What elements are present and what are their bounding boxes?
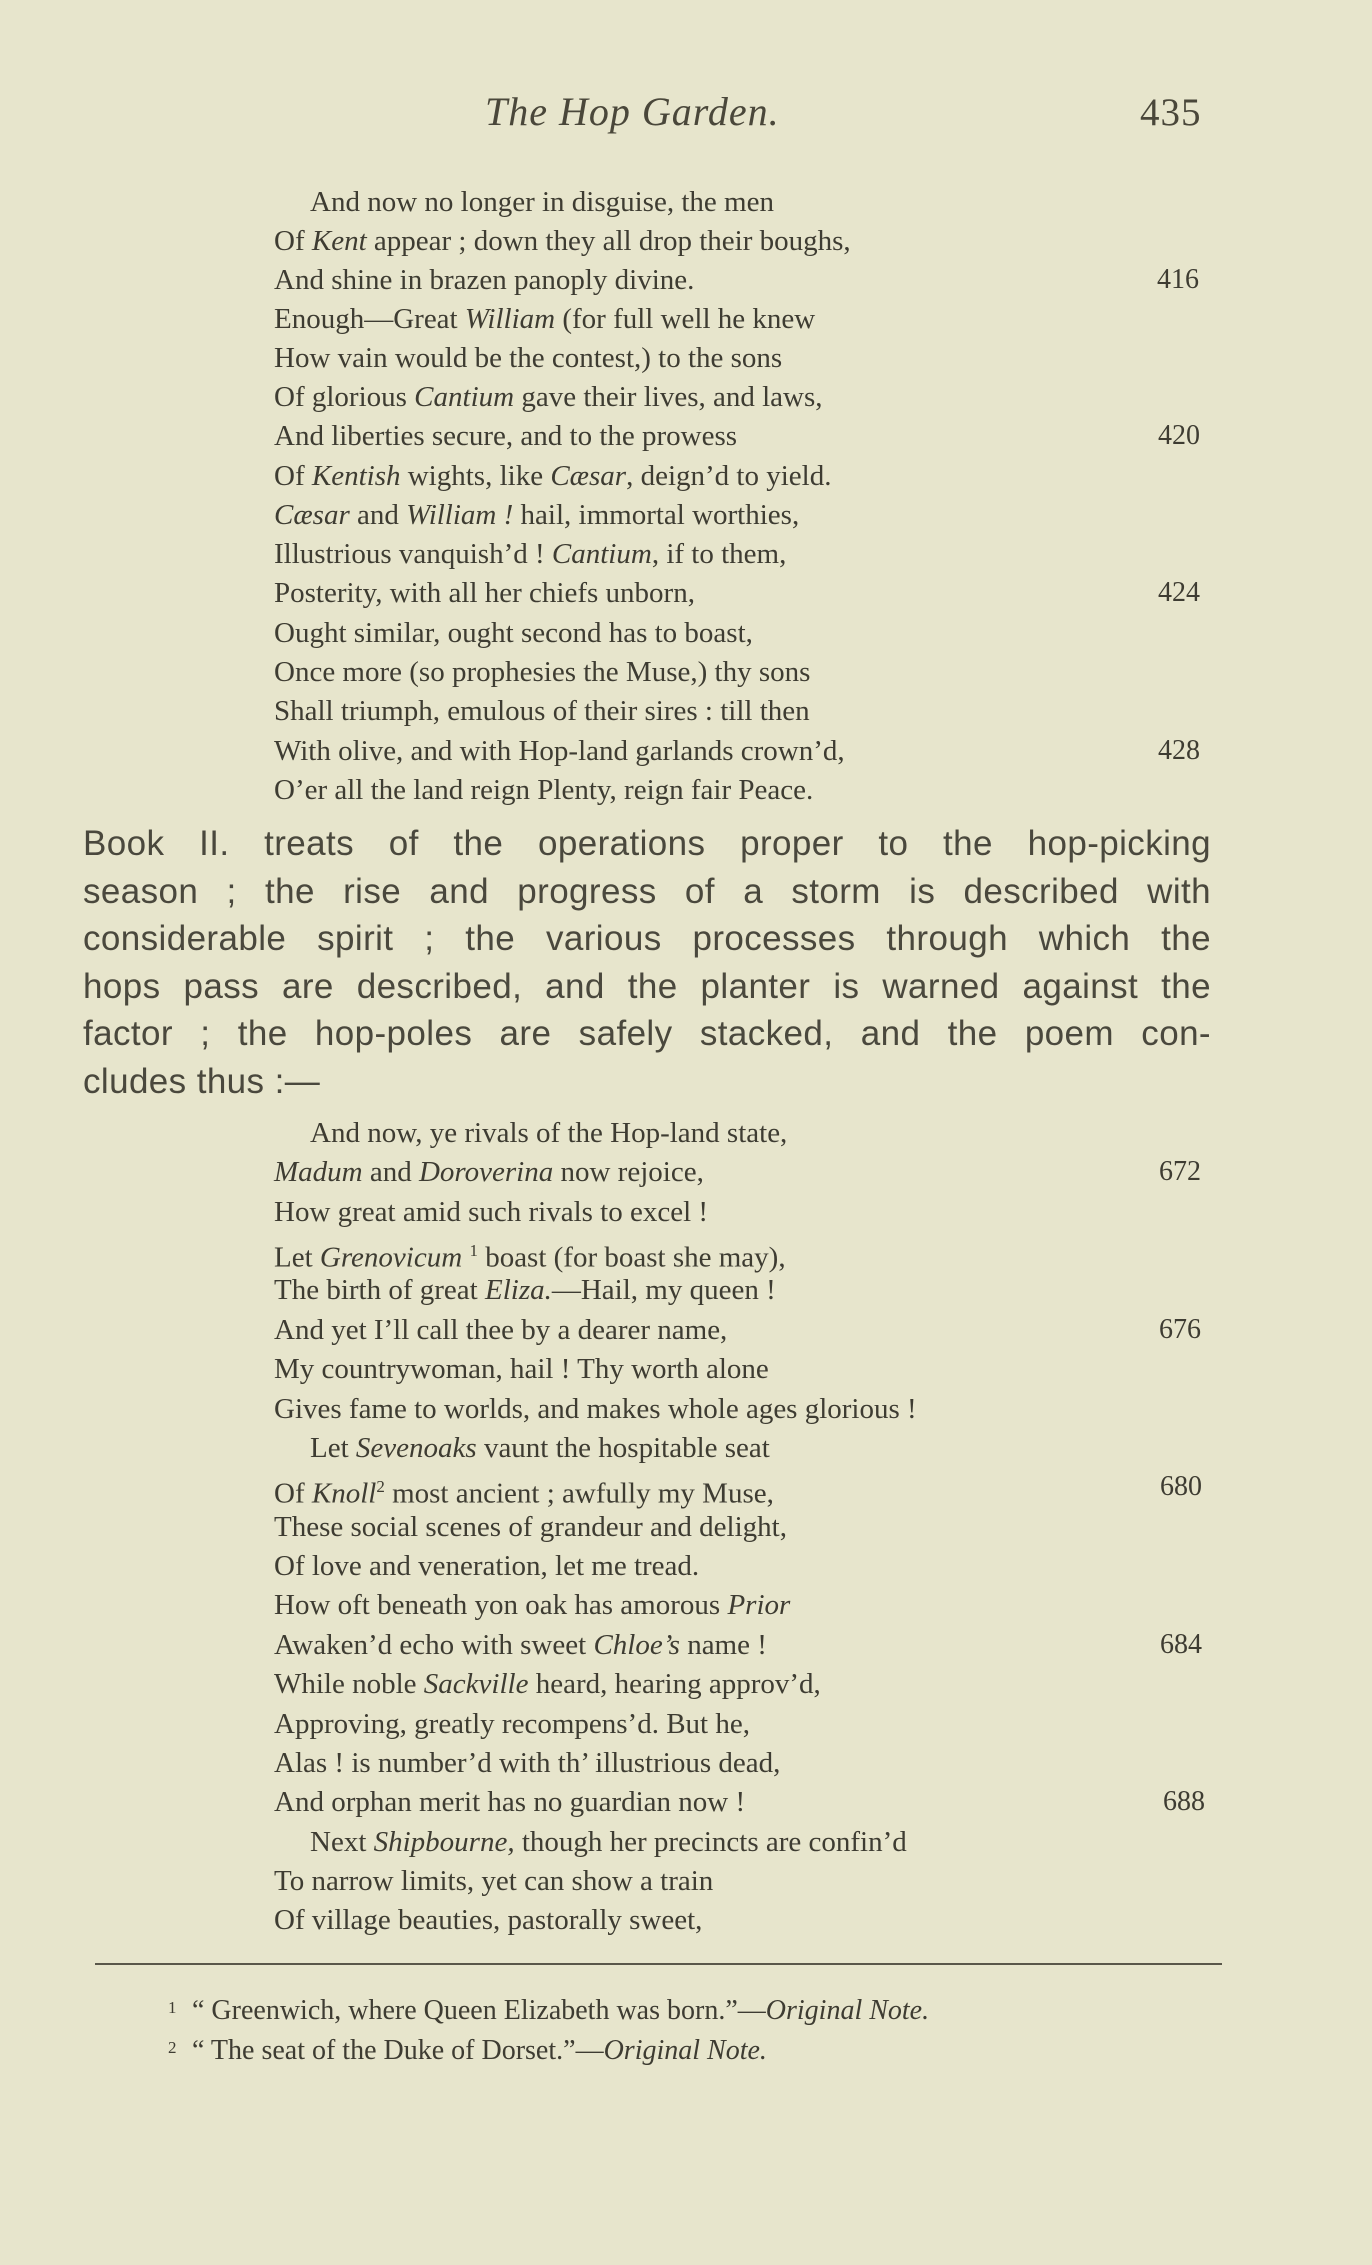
verse-line: Of Kent appear ; down they all drop their boughs,: [274, 225, 851, 257]
verse-line: And liberties secure, and to the prowess: [274, 420, 738, 452]
prose-line: factor ; the hop-poles are safely stacked, and the poem con-: [83, 1014, 1211, 1053]
page-header: [0, 88, 1372, 138]
line-number: 676: [1159, 1314, 1201, 1345]
line-number: 428: [1158, 735, 1200, 766]
page-number: 435: [1140, 91, 1202, 134]
footnote-marker: 2: [168, 2038, 177, 2057]
verse-line: And now, ye rivals of the Hop-land state,: [310, 1117, 788, 1149]
verse-line: Alas ! is number’d with th’ illustrious dead,: [274, 1747, 781, 1779]
footnote-1: “ Greenwich, where Queen Elizabeth was born.”—Original Note.: [192, 1995, 930, 2026]
verse-line: Gives fame to worlds, and makes whole ages glorious !: [274, 1393, 917, 1425]
verse-line: And orphan merit has no guardian now !: [274, 1786, 746, 1818]
verse-line: The birth of great Eliza.—Hail, my queen !: [274, 1274, 776, 1306]
verse-line: With olive, and with Hop-land garlands crown’d,: [274, 735, 845, 767]
verse-line: Enough—Great William (for full well he knew: [274, 303, 816, 335]
verse-line: Illustrious vanquish’d ! Cantium, if to them,: [274, 538, 787, 570]
footnote-divider: [95, 1963, 1222, 1965]
verse-line: How great amid such rivals to excel !: [274, 1196, 709, 1228]
prose-line: Book II. treats of the operations proper to the hop-picking: [83, 824, 1211, 863]
verse-line: And shine in brazen panoply divine.: [274, 264, 695, 296]
verse-line: And now no longer in disguise, the men: [310, 186, 774, 218]
line-number: 424: [1158, 577, 1200, 608]
verse-line: O’er all the land reign Plenty, reign fair Peace.: [274, 774, 814, 806]
prose-line: considerable spirit ; the various processes through which the: [83, 919, 1211, 958]
running-title: The Hop Garden.: [485, 89, 780, 134]
prose-line: season ; the rise and progress of a storm is described with: [83, 871, 1211, 911]
verse-line: How oft beneath yon oak has amorous Prior: [274, 1589, 791, 1621]
verse-line: Let Sevenoaks vaunt the hospitable seat: [310, 1432, 770, 1464]
verse-line: Awaken’d echo with sweet Chloe’s name !: [274, 1629, 767, 1661]
verse-line: Approving, greatly recompens’d. But he,: [274, 1708, 750, 1740]
verse-line: Once more (so prophesies the Muse,) thy sons: [274, 656, 811, 688]
verse-line: Cæsar and William ! hail, immortal worthies,: [274, 499, 800, 531]
prose-line: cludes thus :—: [83, 1061, 321, 1101]
line-number: 416: [1157, 264, 1199, 295]
prose-paragraph: [83, 820, 1211, 1105]
verse-line: Of village beauties, pastorally sweet,: [274, 1904, 703, 1936]
verse-line: How vain would be the contest,) to the sons: [274, 342, 783, 374]
verse-line: Of Knoll$^2$ most ancient ; awfully my Muse,: [274, 1477, 774, 1510]
line-number: 680: [1160, 1471, 1202, 1502]
prose-line: hops pass are described, and the planter is warned against the: [83, 966, 1211, 1006]
footnote-marker: 1: [168, 1998, 177, 2017]
verse-line: While noble Sackville heard, hearing approv’d,: [274, 1668, 821, 1700]
line-number: 672: [1159, 1156, 1201, 1187]
verse-line: Let Grenovicum $^1$ boast (for boast she may),: [274, 1241, 786, 1274]
verse-line: My countrywoman, hail ! Thy worth alone: [274, 1353, 769, 1385]
verse-line: Posterity, with all her chiefs unborn,: [274, 577, 695, 609]
verse-line: And yet I’ll call thee by a dearer name,: [274, 1314, 728, 1346]
verse-line: Of love and veneration, let me tread.: [274, 1550, 700, 1582]
verse-line: Of Kentish wights, like Cæsar, deign’d to yield.: [274, 460, 832, 492]
verse-line: Of glorious Cantium gave their lives, and laws,: [274, 381, 823, 413]
verse-line: To narrow limits, yet can show a train: [274, 1865, 714, 1897]
verse-line: Madum and Doroverina now rejoice,: [274, 1156, 704, 1188]
verse-line: Shall triumph, emulous of their sires : till then: [274, 695, 810, 727]
line-number: 684: [1160, 1629, 1202, 1660]
verse-line: Next Shipbourne, though her precincts are confin’d: [310, 1826, 907, 1858]
line-number: 420: [1158, 420, 1200, 451]
line-number: 688: [1163, 1786, 1205, 1817]
verse-line: Ought similar, ought second has to boast,: [274, 617, 753, 649]
footnote-2: “ The seat of the Duke of Dorset.”—Original Note.: [192, 2035, 767, 2066]
verse-line: These social scenes of grandeur and delight,: [274, 1511, 787, 1543]
